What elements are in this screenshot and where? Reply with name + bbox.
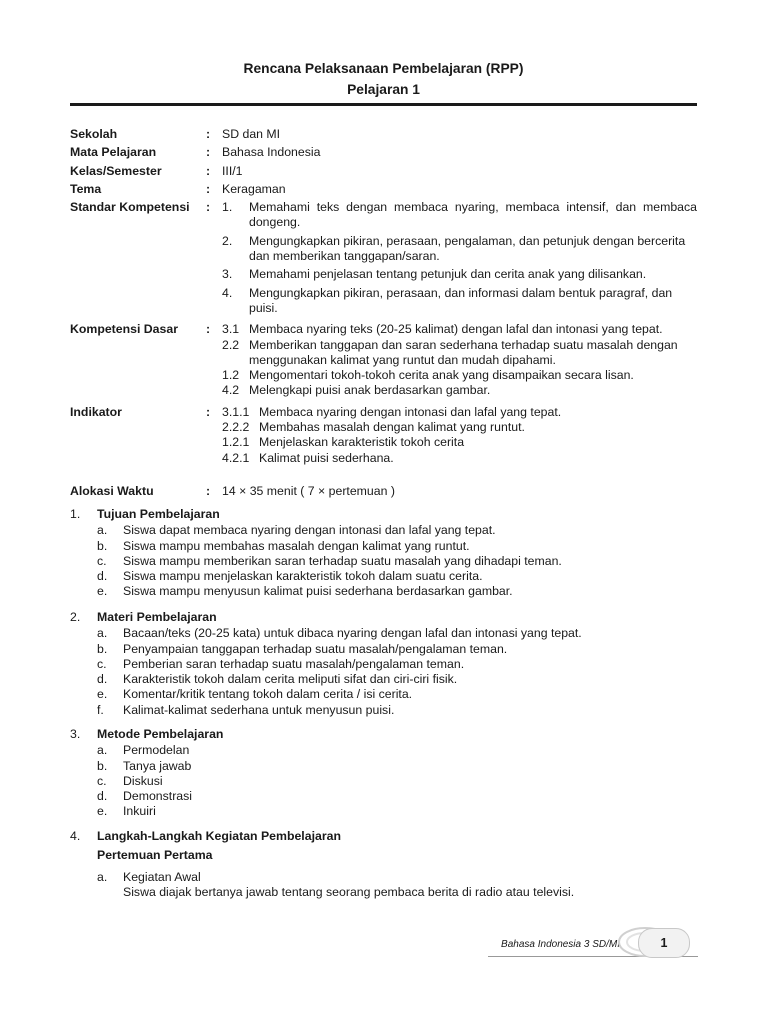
section-title: Tujuan Pembelajaran: [97, 507, 220, 521]
list-item: d. Demonstrasi: [97, 789, 193, 804]
list-item: a. Bacaan/teks (20-25 kata) untuk dibaca nyaring dengan lafal dan intonasi yang tepat.: [97, 626, 582, 641]
label-tema: Tema: [70, 181, 102, 196]
colon: :: [206, 181, 211, 196]
value-mapel: Bahasa Indonesia: [222, 145, 321, 160]
label-mapel: Mata Pelajaran: [70, 145, 157, 160]
section-title: Langkah-Langkah Kegiatan Pembelajaran: [97, 829, 341, 843]
section-tujuan: 1. Tujuan Pembelajaran a. Siswa dapat membaca nyaring dengan intonasi dan lafal yang tepat. b. Siswa mampu membahas masalah dengan kalimat yang runtut. c. Siswa mampu memberikan saran terhadap suatu masalah yang dihadapi teman. d. Siswa mampu menjelaskan karakteristik tokoh dalam suatu cerita. e. Siswa mampu menyusun kalimat puisi sederhana berdasarkan gambar.: [70, 507, 697, 600]
label-kd: Kompetensi Dasar: [70, 322, 178, 337]
list-item: b. Tanya jawab: [97, 758, 192, 773]
value-alokasi: 14 × 35 menit ( 7 × pertemuan ): [222, 483, 395, 498]
row-kompetensi-dasar: [70, 322, 697, 398]
list-item: f. Kalimat-kalimat sederhana untuk menyusun puisi.: [97, 702, 395, 717]
footer-book-title: Bahasa Indonesia 3 SD/MI: [501, 939, 620, 950]
section-title: Metode Pembelajaran: [97, 727, 224, 741]
label-indikator: Indikator: [70, 404, 122, 419]
list-item: a. Permodelan: [97, 743, 190, 758]
colon: :: [206, 145, 211, 160]
list-item: e. Komentar/kritik tentang tokoh dalam cerita / isi cerita.: [97, 687, 413, 702]
title-line-2: Pelajaran 1: [347, 82, 420, 97]
row-tema: [70, 182, 697, 197]
section-title: Materi Pembelajaran: [97, 610, 217, 624]
list-item: e. Inkuiri: [97, 804, 156, 819]
indikator-item: 4.2.1 Kalimat puisi sederhana.: [222, 450, 394, 465]
title-divider: [70, 103, 697, 106]
list-item: b. Penyampaian tanggapan terhadap suatu masalah/pengalaman teman.: [97, 641, 508, 656]
list-item: e. Siswa mampu menyusun kalimat puisi sederhana berdasarkan gambar.: [97, 584, 513, 599]
colon: :: [206, 127, 211, 141]
label-kelas: Kelas/Semester: [70, 163, 162, 178]
sk-list: [222, 200, 697, 319]
colon: :: [206, 200, 211, 215]
list-item: d. Siswa mampu menjelaskan karakteristik tokoh dalam suatu cerita.: [97, 569, 483, 584]
value-tema: Keragaman: [222, 181, 286, 196]
subsection-title: Pertemuan Pertama: [97, 848, 213, 863]
label-sk: Standar Kompetensi: [70, 200, 190, 215]
colon: :: [206, 163, 211, 178]
value-sekolah: SD dan MI: [222, 127, 281, 141]
label-sekolah: Sekolah: [70, 127, 118, 141]
document-title: [70, 58, 697, 100]
sk-item: 3. Memahami penjelasan tentang petunjuk dan cerita anak yang dilisankan.: [222, 267, 647, 282]
list-item: c. Siswa mampu memberikan saran terhadap suatu masalah yang dihadapi teman.: [97, 553, 562, 568]
row-mapel: [70, 145, 697, 160]
list-item: c. Pemberian saran terhadap suatu masalah/pengalaman teman.: [97, 656, 465, 671]
kd-item: 3.1 Membaca nyaring teks (20-25 kalimat) dengan lafal dan intonasi yang tepat.: [222, 322, 663, 337]
label-alokasi: Alokasi Waktu: [70, 483, 154, 498]
indikator-item: 2.2.2 Membahas masalah dengan kalimat yang runtut.: [222, 420, 525, 435]
kd-item: 2.2 Memberikan tanggapan dan saran sederhana terhadap suatu masalah dengan menggunakan kalimat yang runtut dan mudah dipahami.: [222, 337, 678, 367]
colon: :: [206, 483, 211, 498]
indikator-item: 3.1.1 Membaca nyaring dengan intonasi dan lafal yang tepat.: [222, 404, 562, 419]
sk-item: 1. Memahami teks dengan membaca nyaring, membaca intensif, dan membaca dongeng.: [222, 200, 697, 230]
page-number: 1: [638, 928, 690, 958]
title-line-1: Rencana Pelaksanaan Pembelajaran (RPP): [243, 61, 524, 76]
kd-item: 1.2 Mengomentari tokoh-tokoh cerita anak yang disampaikan secara lisan.: [222, 368, 634, 383]
list-item: b. Siswa mampu membahas masalah dengan kalimat yang runtut.: [97, 538, 470, 553]
row-sekolah: [70, 127, 697, 142]
colon: :: [206, 322, 211, 337]
row-kelas: [70, 164, 697, 179]
row-alokasi-waktu: [70, 484, 697, 499]
list-item: d. Karakteristik tokoh dalam cerita meliputi sifat dan ciri-ciri fisik.: [97, 672, 458, 687]
list-item: a. Kegiatan Awal Siswa diajak bertanya jawab tentang seorang pembaca berita di radio atau televisi.: [97, 869, 575, 899]
sk-item: 4. Mengungkapkan pikiran, perasaan, dan informasi dalam bentuk paragraf, dan puisi.: [222, 285, 673, 315]
kd-list: [222, 322, 697, 398]
sk-item: 2. Mengungkapkan pikiran, perasaan, pengalaman, dan petunjuk dengan bercerita dan memberikan tanggapan/saran.: [222, 233, 686, 264]
colon: :: [206, 404, 211, 419]
kd-item: 4.2 Melengkapi puisi anak berdasarkan gambar.: [222, 383, 491, 398]
section-materi: 2. Materi Pembelajaran a. Bacaan/teks (20-25 kata) untuk dibaca nyaring dengan lafal dan intonasi yang tepat. b. Penyampaian tanggapan terhadap suatu masalah/pengalaman teman. c. Pemberian saran terhadap suatu masalah/pengalaman teman. d. Karakteristik tokoh dalam cerita meliputi sifat dan ciri-ciri fisik. e. Komentar/kritik tentang tokoh dalam cerita / isi cerita. f. Kalimat-kalimat sederhana untuk menyusun puisi.: [70, 610, 697, 718]
section-langkah: 4. Langkah-Langkah Kegiatan Pembelajaran Pertemuan Pertama a. Kegiatan Awal Siswa diajak bertanya jawab tentang seorang pembaca berita di radio atau televisi.: [70, 829, 697, 900]
list-item: a. Siswa dapat membaca nyaring dengan intonasi dan lafal yang tepat.: [97, 523, 496, 538]
identity-block: [70, 127, 697, 502]
row-indikator: [70, 405, 697, 466]
indikator-list: [222, 405, 697, 466]
value-kelas: III/1: [222, 163, 243, 178]
row-standar-kompetensi: [70, 200, 697, 319]
indikator-item: 1.2.1 Menjelaskan karakteristik tokoh cerita: [222, 435, 465, 450]
list-item: c. Diskusi: [97, 773, 163, 788]
section-metode: 3. Metode Pembelajaran a. Permodelan b. Tanya jawab c. Diskusi d. Demonstrasi e. Inkuiri: [70, 727, 697, 820]
